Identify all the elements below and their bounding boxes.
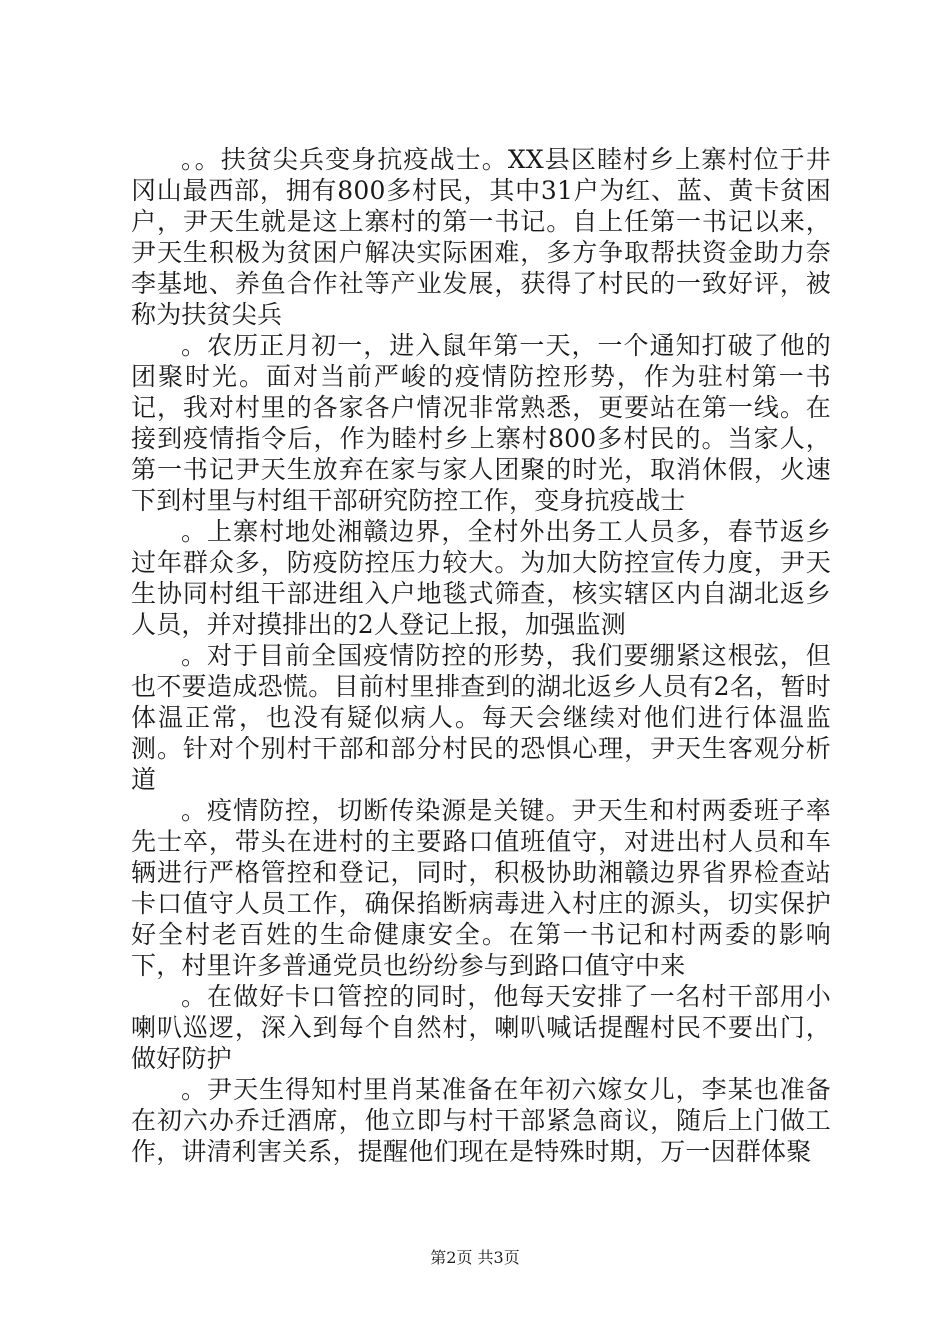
paragraph-3: 。上寨村地处湘赣边界，全村外出务工人员多，春节返乡过年群众多，防疫防控压力较大。为加大防控宣传力度，尹天生协同村组干部进组入户地毯式筛查，核实辖区内自湖北返乡人员，并对摸排出的2人登记上报，加强监测 (131, 517, 831, 639)
page-number-footer: 第2页 共3页 (430, 1248, 520, 1267)
paragraph-4: 。对于目前全国疫情防控的形势，我们要绷紧这根弦，但也不要造成恐慌。目前村里排查到的湖北返乡人员有2名，暂时体温正常，也没有疑似病人。每天会继续对他们进行体温监测。针对个别村干部和部分村民的恐惧心理，尹天生客观分析道 (131, 641, 831, 794)
paragraph-1: 。。扶贫尖兵变身抗疫战士。XX县区睦村乡上寨村位于井冈山最西部，拥有800多村民，其中31户为红、蓝、黄卡贫困户，尹天生就是这上寨村的第一书记。自上任第一书记以来，尹天生积极为贫困户解决实际困难，多方争取帮扶资金助力奈李基地、养鱼合作社等产业发展，获得了村民的一致好评，被称为扶贫尖兵 (131, 145, 831, 329)
paragraph-5: 。疫情防控，切断传染源是关键。尹天生和村两委班子率先士卒，带头在进村的主要路口值班值守，对进出村人员和车辆进行严格管控和登记，同时，积极协助湘赣边界省界检查站卡口值守人员工作，确保掐断病毒进入村庄的源头，切实保护好全村老百姓的生命健康安全。在第一书记和村两委的影响下，村里许多普通党员也纷纷参与到路口值守中来 (131, 796, 831, 980)
paragraph-6: 。在做好卡口管控的同时，他每天安排了一名村干部用小喇叭巡逻，深入到每个自然村，喇叭喊话提醒村民不要出门，做好防护 (131, 982, 831, 1073)
paragraph-7: 。尹天生得知村里肖某准备在年初六嫁女儿，李某也准备在初六办乔迁酒席，他立即与村干部紧急商议，随后上门做工作，讲清利害关系，提醒他们现在是特殊时期，万一因群体聚 (131, 1075, 831, 1166)
document-body (131, 144, 831, 1167)
paragraph-2: 。农历正月初一，进入鼠年第一天，一个通知打破了他的团聚时光。面对当前严峻的疫情防控形势，作为驻村第一书记，我对村里的各家各户情况非常熟悉，更要站在第一线。在接到疫情指令后，作为睦村乡上寨村800多村民的。当家人，第一书记尹天生放弃在家与家人团聚的时光，取消休假，火速下到村里与村组干部研究防控工作，变身抗疫战士 (131, 331, 831, 515)
